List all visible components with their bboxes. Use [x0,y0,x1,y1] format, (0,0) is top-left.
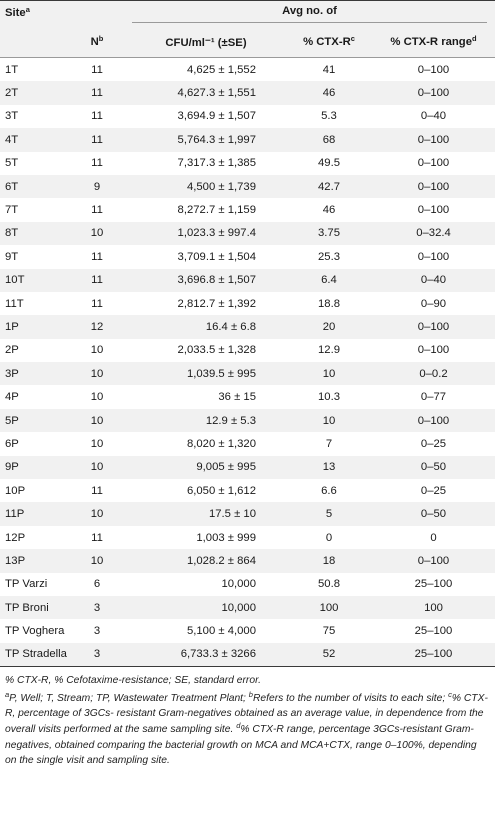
row-ctx-cell: 75 [322,625,336,638]
row-range-cell: 0–100 [417,87,450,100]
table-row [0,222,495,245]
header-ctx-sup: c [350,34,355,43]
row-cfu-cell: 4,627.3 ± 1,551 [177,87,256,100]
row-range-cell: 0–0.2 [419,367,448,380]
header-cfu-label: CFU/ml⁻¹ (±SE) [165,36,247,49]
row-n-cell: 11 [91,63,103,76]
row-site-cell: TP Broni [5,601,49,614]
row-range-cell: 0–100 [417,204,450,217]
row-site-cell: 8T [5,227,19,240]
header-avg-label: Avg no. of [132,5,487,23]
footnote-c-text: % CTX-R, percentage of 3GCs- resistant Gram-negatives obtained as an average value, in dependence from the overall visits performed at the same sampling site. [5,692,488,735]
row-range-cell: 0–100 [417,554,450,567]
row-ctx-cell: 49.5 [318,157,340,170]
row-ctx-cell: 100 [319,601,339,614]
row-cfu-cell: 16.4 ± 6.8 [205,320,256,333]
row-ctx-cell: 0 [325,531,333,544]
row-ctx-cell: 6.4 [321,274,337,287]
row-ctx-cell: 12.9 [318,344,340,357]
footnotes [0,667,495,769]
footnote-c-mark: c [448,689,452,699]
footnote-a-text: P, Well; T, Stream; TP, Wastewater Treatment Plant; [9,692,249,704]
row-n-cell: 10 [90,437,104,450]
row-cfu-cell: 5,100 ± 4,000 [186,625,256,638]
row-ctx-cell: 18 [322,554,336,567]
row-site-cell: 7T [5,204,19,217]
row-site-cell: 13P [5,554,26,567]
row-cfu-cell: 8,020 ± 1,320 [186,437,256,450]
row-ctx-cell: 6.6 [321,484,337,497]
row-site-cell: 12P [5,531,26,544]
row-range-cell: 0–50 [420,461,447,474]
header-site-label: Site [5,7,26,19]
row-range-cell: 0–25 [420,484,447,497]
table-row [0,619,495,642]
header-range-sup: d [472,34,477,43]
row-site-cell: 6T [5,180,19,193]
footnote-abbrev: % CTX-R, % Cefotaxime-resistance; SE, standard error. [5,675,261,687]
row-n-cell: 3 [93,601,101,614]
row-range-cell: 0–100 [417,320,450,333]
footnote-a-mark: a [5,689,10,699]
row-range-cell: 0–100 [417,63,450,76]
row-site-cell: 1P [5,320,19,333]
table-row [0,479,495,502]
table-row [0,105,495,128]
row-range-cell: 0–100 [417,250,450,263]
table-row [0,315,495,338]
row-ctx-cell: 5 [325,508,333,521]
row-cfu-cell: 3,694.9 ± 1,507 [177,110,256,123]
footnote-d-text: % CTX-R range, percentage 3GCs-resistant Gram-negatives, obtained comparing the bacterial growth on MCA and MCA+CTX, range 0–100%, depending on the single visit and sampling site. [5,723,477,767]
row-cfu-cell: 3,709.1 ± 1,504 [177,250,256,263]
row-n-cell: 10 [90,508,104,521]
row-n-cell: 11 [91,250,103,263]
row-cfu-cell: 4,625 ± 1,552 [186,63,256,76]
row-ctx-cell: 10 [322,367,336,380]
row-site-cell: 2P [5,344,19,357]
row-ctx-cell: 41 [322,63,336,76]
row-n-cell: 3 [93,625,101,638]
row-n-cell: 6 [93,578,101,591]
row-range-cell: 0–32.4 [416,227,451,240]
row-range-cell: 0–100 [417,133,450,146]
row-cfu-cell: 5,764.3 ± 1,997 [177,133,256,146]
header-range [372,27,495,58]
table-row [0,549,495,572]
table-row [0,292,495,315]
row-site-cell: 9P [5,461,19,474]
table-row [0,58,495,82]
row-n-cell: 11 [91,87,103,100]
row-ctx-cell: 68 [322,133,336,146]
row-range-cell: 0 [430,531,437,544]
row-site-cell: 10T [5,274,25,287]
header-site-sup: a [25,5,30,14]
table-row [0,502,495,525]
row-site-cell: 11T [5,297,24,310]
row-ctx-cell: 18.8 [318,297,340,310]
row-cfu-cell: 3,696.8 ± 1,507 [177,274,256,287]
row-n-cell: 10 [90,227,104,240]
table-header [0,1,495,58]
row-cfu-cell: 10,000 [221,601,256,614]
row-ctx-cell: 52 [322,648,336,661]
table-row [0,81,495,104]
row-n-cell: 11 [91,531,103,544]
row-range-cell: 25–100 [414,578,453,591]
row-ctx-cell: 3.75 [318,227,340,240]
table-row [0,152,495,175]
header-site [0,1,68,58]
row-cfu-cell: 6,050 ± 1,612 [186,484,256,497]
row-site-cell: 4T [5,133,19,146]
row-range-cell: 0–40 [420,110,447,123]
row-range-cell: 0–100 [417,344,450,357]
row-n-cell: 11 [91,133,103,146]
row-n-cell: 11 [91,110,103,123]
table-row [0,526,495,549]
row-cfu-cell: 8,272.7 ± 1,159 [177,204,256,217]
row-n-cell: 11 [91,484,103,497]
row-cfu-cell: 1,023.3 ± 997.4 [177,227,256,240]
footnote-b-text: Refers to the number of visits to each site; [252,692,449,704]
row-ctx-cell: 25.3 [318,250,340,263]
table-row [0,128,495,151]
row-cfu-cell: 17.5 ± 10 [208,508,256,521]
table-row [0,385,495,408]
row-range-cell: 0–40 [420,274,447,287]
row-cfu-cell: 2,033.5 ± 1,328 [177,344,256,357]
table-row [0,269,495,292]
header-ctx-label: % CTX-R [303,36,351,48]
row-range-cell: 0–25 [420,437,447,450]
header-ctx [286,27,372,58]
row-range-cell: 0–90 [420,297,447,310]
row-ctx-cell: 46 [322,204,336,217]
row-ctx-cell: 13 [322,461,336,474]
row-range-cell: 0–100 [417,157,450,170]
row-n-cell: 11 [91,204,103,217]
table-row [0,409,495,432]
table-row [0,573,495,596]
row-ctx-cell: 10 [322,414,336,427]
row-site-cell: 1T [5,63,19,76]
row-cfu-cell: 10,000 [221,578,256,591]
row-ctx-cell: 7 [325,437,333,450]
row-n-cell: 11 [91,274,103,287]
row-site-cell: 2T [5,87,19,100]
row-n-cell: 10 [90,554,104,567]
row-n-cell: 12 [90,320,104,333]
row-n-cell: 10 [90,461,104,474]
row-ctx-cell: 50.8 [318,578,340,591]
header-range-label: % CTX-R range [390,36,472,48]
row-site-cell: 3T [5,110,19,123]
table-row [0,456,495,479]
table-row [0,339,495,362]
row-ctx-cell: 5.3 [321,110,337,123]
row-ctx-cell: 10.3 [318,391,340,404]
row-ctx-cell: 42.7 [318,180,340,193]
row-ctx-cell: 46 [322,87,336,100]
row-cfu-cell: 2,812.7 ± 1,392 [177,297,256,310]
row-n-cell: 10 [90,414,104,427]
table-row [0,175,495,198]
row-n-cell: 10 [90,344,104,357]
row-cfu-cell: 12.9 ± 5.3 [205,414,256,427]
row-n-cell: 9 [93,180,101,193]
row-range-cell: 0–77 [420,391,447,404]
row-site-cell: TP Voghera [5,625,65,638]
row-site-cell: 5P [5,414,19,427]
row-cfu-cell: 1,039.5 ± 995 [186,367,256,380]
row-n-cell: 11 [91,297,103,310]
footnote-b-mark: b [248,689,253,699]
table-row [0,362,495,385]
row-range-cell: 0–100 [417,414,450,427]
row-range-cell: 0–100 [417,180,450,193]
row-n-cell: 10 [90,367,104,380]
row-range-cell: 25–100 [414,625,453,638]
row-site-cell: TP Varzi [5,578,48,591]
footnote-refs [5,691,490,769]
row-site-cell: 11P [5,508,25,521]
row-cfu-cell: 4,500 ± 1,739 [186,180,256,193]
row-cfu-cell: 6,733.3 ± 3266 [180,648,256,661]
table-body [0,58,495,667]
row-n-cell: 11 [91,157,103,170]
row-site-cell: 5T [5,157,19,170]
row-cfu-cell: 7,317.3 ± 1,385 [177,157,256,170]
header-n-sup: b [98,34,104,43]
row-n-cell: 3 [93,648,101,661]
header-cfu [126,27,286,58]
table-row [0,643,495,667]
footnote-d-mark: d [236,720,241,730]
row-range-cell: 100 [424,601,443,614]
table-row [0,432,495,455]
table-row [0,198,495,221]
row-ctx-cell: 20 [322,320,336,333]
row-n-cell: 10 [90,391,104,404]
table-row [0,596,495,619]
header-avg [126,1,495,28]
row-site-cell: 3P [5,367,19,380]
row-site-cell: 9T [5,250,19,263]
table-row [0,245,495,268]
header-n-label: N [90,36,99,48]
row-range-cell: 0–50 [420,508,447,521]
row-cfu-cell: 1,003 ± 999 [196,531,256,544]
row-cfu-cell: 36 ± 15 [218,391,256,404]
row-cfu-cell: 9,005 ± 995 [196,461,256,474]
row-site-cell: 6P [5,437,19,450]
row-cfu-cell: 1,028.2 ± 864 [186,554,256,567]
header-n [68,27,126,58]
row-range-cell: 25–100 [414,648,453,661]
row-site-cell: TP Stradella [5,648,67,661]
row-site-cell: 4P [5,391,19,404]
row-site-cell: 10P [5,484,26,497]
